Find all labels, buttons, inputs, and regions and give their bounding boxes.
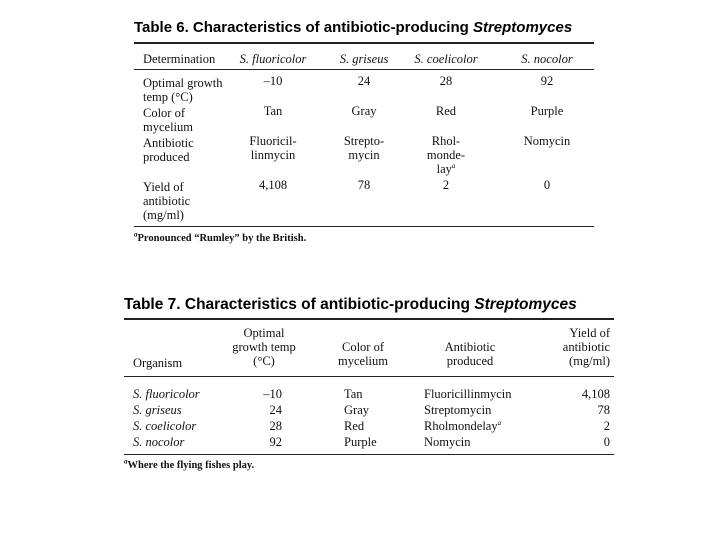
table-6-header-s-griseus: S. griseus bbox=[339, 52, 389, 66]
table-7-temp: –10 bbox=[263, 387, 282, 401]
table-7-yield: 0 bbox=[603, 435, 610, 449]
table-6-row-label: Yield of antibiotic (mg/ml) bbox=[143, 180, 191, 222]
table-6-cell: Fluoricil- linmycin bbox=[249, 134, 297, 162]
table-7-antibiotic-text: Rholmondelay bbox=[424, 419, 498, 433]
table-6-cell: 0 bbox=[543, 178, 551, 192]
table-6-caption-genus: Streptomyces bbox=[472, 19, 573, 36]
table-7-top-rule bbox=[124, 318, 614, 320]
table-6-bottom-rule bbox=[134, 226, 594, 227]
footnote-marker: a bbox=[124, 457, 128, 466]
table-6-cell: 4,108 bbox=[258, 178, 288, 192]
table-6-header-s-fluoricolor: S. fluoricolor bbox=[239, 52, 307, 66]
table-7-header-organism: Organism bbox=[133, 356, 183, 370]
table-7-organism: S. nocolor bbox=[133, 435, 185, 449]
table-6-caption-prefix: Table 6. Characteristics of antibiotic-producing bbox=[134, 19, 473, 36]
table-7-yield: 2 bbox=[603, 419, 610, 433]
table-6-caption bbox=[134, 19, 572, 36]
table-7-header-yield: Yield of antibiotic (mg/ml) bbox=[562, 326, 610, 368]
table-6-cell: Nomycin bbox=[523, 134, 571, 148]
table-7-color: Gray bbox=[344, 403, 369, 417]
table-7-footnote bbox=[124, 457, 255, 471]
table-7-temp: 28 bbox=[269, 419, 282, 433]
table-7-header-temp: Optimal growth temp (°C) bbox=[232, 326, 296, 368]
footnote-marker: a bbox=[497, 418, 502, 427]
table-6-row-label: Optimal growth temp (°C) bbox=[143, 76, 223, 104]
table-6-cell: 92 bbox=[540, 74, 554, 88]
table-6-cell: Purple bbox=[530, 104, 564, 118]
table-6-cell-text: Rhol- monde- lay bbox=[426, 134, 466, 176]
table-6-footnote-text: Pronounced “Rumley” by the British. bbox=[137, 233, 307, 244]
table-6-cell-with-footnote bbox=[404, 134, 488, 176]
table-7-header-rule bbox=[124, 376, 614, 377]
table-6-header-determination: Determination bbox=[143, 52, 216, 66]
table-7-footnote-text: Where the flying fishes play. bbox=[127, 460, 255, 471]
table-6-footnote bbox=[134, 230, 307, 244]
table-7-yield: 4,108 bbox=[581, 387, 610, 401]
table-7-antibiotic: Nomycin bbox=[424, 435, 471, 449]
table-6-cell: 2 bbox=[442, 178, 450, 192]
table-7-color: Red bbox=[344, 419, 365, 433]
table-7-temp: 24 bbox=[269, 403, 282, 417]
table-7-color: Purple bbox=[344, 435, 377, 449]
table-7-caption-genus: Streptomyces bbox=[474, 296, 577, 313]
table-7-header-antibiotic: Antibiotic produced bbox=[444, 340, 496, 368]
table-7-bottom-rule bbox=[124, 454, 614, 455]
table-6-header-s-coelicolor: S. coelicolor bbox=[414, 52, 478, 66]
table-7-organism: S. fluoricolor bbox=[133, 387, 200, 401]
table-6-cell: Gray bbox=[351, 104, 377, 118]
table-7-caption-prefix: Table 7. Characteristics of antibiotic-producing bbox=[124, 296, 475, 313]
table-6-top-rule bbox=[134, 42, 594, 44]
table-6-header-s-nocolor: S. nocolor bbox=[521, 52, 573, 66]
table-7-yield: 78 bbox=[597, 403, 610, 417]
table-6-row-label: Color of mycelium bbox=[143, 106, 193, 134]
table-7-temp: 92 bbox=[269, 435, 282, 449]
table-7-organism: S. coelicolor bbox=[133, 419, 197, 433]
table-7-caption bbox=[124, 296, 577, 314]
table-6-cell: 28 bbox=[439, 74, 453, 88]
table-6-cell: 78 bbox=[357, 178, 371, 192]
table-7-antibiotic: Streptomycin bbox=[424, 403, 492, 417]
table-6-cell: Red bbox=[435, 104, 457, 118]
table-6-header-rule bbox=[134, 69, 594, 70]
table-6-cell: –10 bbox=[263, 74, 283, 88]
footnote-marker: a bbox=[451, 161, 456, 170]
table-7-antibiotic-with-footnote bbox=[424, 419, 501, 433]
table-6-row-label: Antibiotic produced bbox=[143, 136, 194, 164]
table-6-cell: Strepto- mycin bbox=[343, 134, 385, 162]
table-6-cell: Tan bbox=[263, 104, 283, 118]
table-7-color: Tan bbox=[344, 387, 363, 401]
footnote-marker: a bbox=[134, 230, 138, 239]
table-7-antibiotic: Fluoricillinmycin bbox=[424, 387, 512, 401]
table-6-cell: 24 bbox=[357, 74, 371, 88]
table-7-organism: S. griseus bbox=[133, 403, 182, 417]
table-7-header-color: Color of mycelium bbox=[338, 340, 388, 368]
